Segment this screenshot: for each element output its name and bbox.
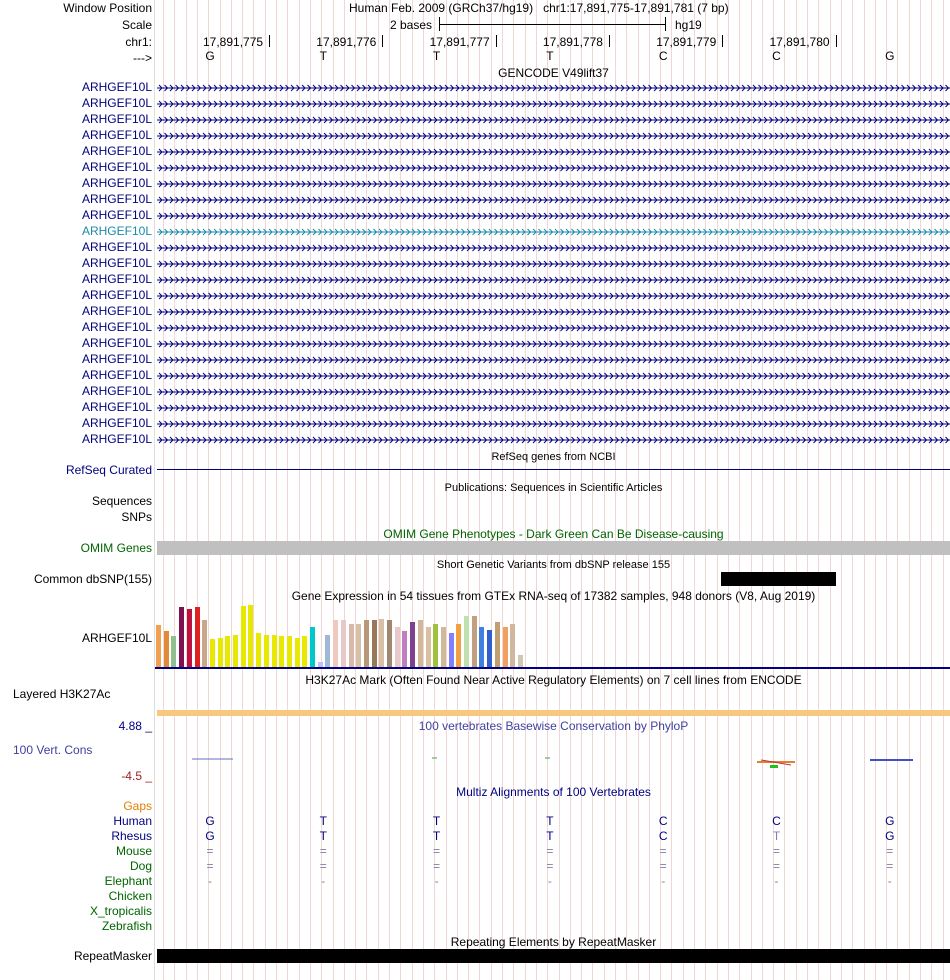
publications-sequences-label[interactable]: Sequences (91, 494, 152, 508)
gtex-tissue-bar[interactable] (310, 627, 315, 667)
gencode-gene-label[interactable]: ARHGEF10L (81, 384, 152, 398)
gtex-tissue-bar[interactable] (495, 622, 500, 667)
multiz-species-label[interactable]: Gaps (123, 799, 152, 813)
gtex-tissue-bar[interactable] (325, 635, 330, 667)
gencode-gene-label[interactable]: ARHGEF10L (81, 208, 152, 222)
gencode-gene-label[interactable]: ARHGEF10L (81, 304, 152, 318)
gencode-transcript[interactable] (157, 192, 950, 208)
repeatmasker-bar[interactable] (157, 949, 950, 963)
gtex-tissue-bar[interactable] (256, 633, 261, 667)
gtex-tissue-bar[interactable] (187, 609, 192, 667)
gtex-bar-chart[interactable] (156, 604, 536, 667)
gtex-tissue-bar[interactable] (349, 624, 354, 667)
multiz-base: = (206, 844, 214, 858)
multiz-species-label[interactable]: Chicken (108, 889, 152, 903)
base-letter: C (772, 49, 781, 63)
label-divider (154, 0, 155, 980)
gtex-tissue-bar[interactable] (179, 607, 184, 667)
publications-title: Publications: Sequences in Scientific Articles (444, 482, 663, 494)
multiz-species-label[interactable]: X_tropicalis (89, 904, 152, 918)
gencode-transcript[interactable] (157, 176, 950, 192)
multiz-base: - (321, 874, 326, 888)
gencode-gene-label[interactable]: ARHGEF10L (81, 352, 152, 366)
multiz-species-label[interactable]: Human (113, 814, 152, 828)
multiz-base: = (319, 859, 327, 873)
gtex-tissue-bar[interactable] (295, 638, 300, 667)
refseq-line[interactable] (157, 469, 950, 470)
multiz-base: C (772, 814, 781, 828)
gencode-transcript[interactable] (157, 400, 950, 416)
gtex-tissue-bar[interactable] (456, 624, 461, 667)
gencode-transcript[interactable] (157, 432, 950, 448)
gtex-tissue-bar[interactable] (449, 633, 454, 667)
phylop-track[interactable] (157, 752, 950, 772)
gencode-transcript[interactable] (157, 352, 950, 368)
gtex-tissue-bar[interactable] (510, 624, 515, 667)
gtex-tissue-bar[interactable] (333, 620, 338, 667)
gencode-gene-label[interactable]: ARHGEF10L (81, 432, 152, 446)
gtex-tissue-bar[interactable] (356, 624, 361, 667)
repeatmasker-title: Repeating Elements by RepeatMasker (450, 935, 657, 949)
gtex-label[interactable]: ARHGEF10L (81, 631, 152, 645)
gencode-gene-label[interactable]: ARHGEF10L (81, 416, 152, 430)
phylop-max-label: 4.88 _ (118, 719, 152, 733)
multiz-base: = (886, 859, 894, 873)
gtex-tissue-bar[interactable] (287, 636, 292, 667)
gencode-transcript[interactable] (157, 128, 950, 144)
gtex-tissue-bar[interactable] (272, 635, 277, 667)
gtex-tissue-bar[interactable] (418, 620, 423, 667)
gtex-tissue-bar[interactable] (225, 636, 230, 667)
gtex-tissue-bar[interactable] (164, 631, 169, 667)
gtex-tissue-bar[interactable] (372, 620, 377, 667)
gencode-gene-label[interactable]: ARHGEF10L (81, 160, 152, 174)
gencode-transcript[interactable] (157, 144, 950, 160)
chrom-label: chr1: (125, 35, 152, 49)
gtex-tissue-bar[interactable] (426, 627, 431, 667)
coordinate-label: 17,891,780 (769, 35, 830, 49)
gencode-gene-label[interactable]: ARHGEF10L (81, 336, 152, 350)
h3k27ac-band[interactable] (157, 710, 950, 716)
gencode-transcript[interactable] (157, 304, 950, 320)
multiz-base: G (885, 814, 895, 828)
gencode-transcript[interactable] (157, 224, 950, 240)
multiz-base: = (772, 859, 780, 873)
dbsnp-variant-block[interactable] (721, 572, 836, 586)
gencode-transcript[interactable] (157, 368, 950, 384)
coordinate-label: 17,891,777 (429, 35, 490, 49)
multiz-base: = (319, 844, 327, 858)
omim-bar[interactable] (157, 541, 950, 555)
multiz-species-label[interactable]: Dog (129, 859, 152, 873)
gencode-transcript[interactable] (157, 256, 950, 272)
multiz-base: T (546, 814, 554, 828)
gencode-transcript[interactable] (157, 288, 950, 304)
omim-label[interactable]: OMIM Genes (80, 541, 152, 555)
gencode-gene-label[interactable]: ARHGEF10L (81, 224, 152, 238)
gtex-tissue-bar[interactable] (379, 619, 384, 667)
multiz-base: = (659, 844, 667, 858)
gencode-gene-label[interactable]: ARHGEF10L (81, 176, 152, 190)
gencode-transcript[interactable] (157, 208, 950, 224)
phylop-label[interactable]: 100 Vert. Cons (13, 743, 93, 757)
assembly-title[interactable] (349, 1, 729, 15)
refseq-title: RefSeq genes from NCBI (491, 451, 616, 463)
gtex-tissue-bar[interactable] (241, 606, 246, 667)
gtex-tissue-bar[interactable] (479, 627, 484, 667)
multiz-species-label[interactable]: Mouse (115, 844, 152, 858)
scale-label: Scale (121, 18, 152, 32)
gtex-tissue-bar[interactable] (441, 627, 446, 667)
dbsnp-label[interactable]: Common dbSNP(155) (33, 572, 152, 586)
multiz-species-label[interactable]: Elephant (104, 874, 152, 888)
multiz-base: - (208, 874, 212, 888)
gtex-tissue-bar[interactable] (433, 624, 438, 667)
gencode-transcript[interactable] (157, 416, 950, 432)
gtex-tissue-bar[interactable] (233, 635, 238, 667)
multiz-base: = (433, 844, 441, 858)
gtex-tissue-bar[interactable] (202, 620, 207, 667)
gtex-tissue-bar[interactable] (210, 639, 215, 667)
gencode-gene-label[interactable]: ARHGEF10L (81, 240, 152, 254)
gencode-transcript[interactable] (157, 272, 950, 288)
coordinate-label: 17,891,775 (203, 35, 264, 49)
gencode-transcript[interactable] (157, 160, 950, 176)
base-letter: T (432, 49, 441, 63)
multiz-base: G (205, 829, 215, 843)
multiz-base: T (432, 829, 441, 843)
multiz-base: G (205, 814, 215, 828)
multiz-species-label[interactable]: Zebrafish (101, 919, 152, 933)
multiz-base: - (434, 874, 439, 888)
gtex-tissue-bar[interactable] (487, 630, 492, 667)
coordinate-tick (722, 35, 723, 47)
gencode-gene-label[interactable]: ARHGEF10L (81, 192, 152, 206)
gtex-tissue-bar[interactable] (410, 622, 415, 667)
multiz-base: - (661, 874, 666, 888)
coordinate-label: 17,891,778 (542, 35, 603, 49)
gtex-baseline (155, 667, 950, 669)
coordinate-tick (836, 35, 837, 47)
multiz-base: - (774, 874, 779, 888)
gtex-tissue-bar[interactable] (302, 636, 307, 667)
gtex-tissue-bar[interactable] (387, 620, 392, 667)
gencode-transcript[interactable] (157, 80, 950, 96)
phylop-mark-green (770, 765, 778, 768)
gencode-transcript[interactable] (157, 96, 950, 112)
gencode-transcript[interactable] (157, 384, 950, 400)
gtex-tissue-bar[interactable] (156, 625, 161, 667)
phylop-title: 100 vertebrates Basewise Conservation by PhyloP (418, 719, 689, 733)
multiz-base: = (206, 859, 214, 873)
multiz-base: - (547, 874, 552, 888)
publications-snps-label[interactable]: SNPs (121, 510, 152, 524)
multiz-species-label[interactable]: Rhesus (111, 829, 152, 843)
gtex-tissue-bar[interactable] (364, 620, 369, 667)
multiz-title: Multiz Alignments of 100 Vertebrates (456, 785, 651, 799)
multiz-base: G (885, 829, 895, 843)
gtex-tissue-bar[interactable] (503, 627, 508, 667)
h3k27ac-label[interactable]: Layered H3K27Ac (13, 687, 111, 701)
coordinate-tick (382, 35, 383, 47)
coordinate-tick (496, 35, 497, 47)
gencode-transcript[interactable] (157, 320, 950, 336)
strand-label: ---> (133, 51, 152, 65)
gencode-gene-label[interactable]: ARHGEF10L (81, 80, 152, 94)
gencode-transcript[interactable] (157, 336, 950, 352)
multiz-base: C (658, 814, 668, 828)
omim-title: OMIM Gene Phenotypes - Dark Green Can Be Disease-causing (383, 527, 724, 541)
gtex-tissue-bar[interactable] (518, 655, 523, 667)
h3k27ac-title: H3K27Ac Mark (Often Found Near Active Regulatory Elements) on 7 cell lines from ENCODE (305, 673, 802, 687)
gencode-gene-label[interactable]: ARHGEF10L (81, 272, 152, 286)
base-letter: G (885, 49, 895, 63)
gtex-tissue-bar[interactable] (279, 636, 284, 667)
base-letter: G (205, 49, 215, 63)
position-readout: chr1:17,891,775-17,891,781 (7 bp) (543, 1, 729, 15)
gtex-tissue-bar[interactable] (248, 605, 253, 667)
refseq-label[interactable]: RefSeq Curated (65, 463, 152, 477)
multiz-base: = (886, 844, 894, 858)
scale-text: 2 bases (390, 18, 433, 32)
gencode-gene-label[interactable]: ARHGEF10L (81, 96, 152, 110)
gtex-tissue-bar[interactable] (402, 631, 407, 667)
gencode-transcript[interactable] (157, 112, 950, 128)
coordinate-tick (609, 35, 610, 47)
multiz-base: T (546, 829, 554, 843)
gtex-tissue-bar[interactable] (195, 607, 200, 667)
assembly-name: Human Feb. 2009 (GRCh37/hg19) (349, 1, 534, 15)
dbsnp-title: Short Genetic Variants from dbSNP release 155 (436, 559, 671, 571)
gtex-tissue-bar[interactable] (472, 616, 477, 667)
coordinate-tick (269, 35, 270, 47)
gtex-tissue-bar[interactable] (395, 627, 400, 667)
scale-bar (439, 17, 666, 31)
multiz-base: - (887, 874, 892, 888)
multiz-base: = (546, 859, 554, 873)
gencode-gene-label[interactable]: ARHGEF10L (81, 128, 152, 142)
base-letter: T (546, 49, 554, 63)
gencode-title: GENCODE V49lift37 (498, 66, 609, 80)
coordinate-label: 17,891,779 (656, 35, 717, 49)
window-position-label: Window Position (63, 1, 152, 15)
gtex-tissue-bar[interactable] (218, 638, 223, 667)
multiz-base: C (658, 829, 668, 843)
base-letter: C (658, 49, 668, 63)
multiz-base: = (433, 859, 441, 873)
base-letter: T (319, 49, 327, 63)
multiz-base: T (319, 829, 327, 843)
multiz-base: = (772, 844, 780, 858)
gencode-gene-label[interactable]: ARHGEF10L (81, 144, 152, 158)
gencode-gene-label[interactable]: ARHGEF10L (81, 256, 152, 270)
gencode-gene-label[interactable]: ARHGEF10L (81, 400, 152, 414)
multiz-base: T (432, 814, 441, 828)
repeatmasker-label[interactable]: RepeatMasker (73, 949, 152, 963)
gtex-title: Gene Expression in 54 tissues from GTEx RNA-seq of 17382 samples, 948 donors (V8, Aug 2019) (291, 589, 816, 603)
multiz-base: T (772, 829, 781, 843)
gtex-tissue-bar[interactable] (464, 616, 469, 667)
scale-db: hg19 (675, 18, 702, 32)
gencode-gene-label[interactable]: ARHGEF10L (81, 368, 152, 382)
gencode-gene-label[interactable]: ARHGEF10L (81, 320, 152, 334)
coordinate-label: 17,891,776 (316, 35, 377, 49)
gencode-gene-label[interactable]: ARHGEF10L (81, 288, 152, 302)
multiz-base: T (319, 814, 327, 828)
gencode-gene-label[interactable]: ARHGEF10L (81, 112, 152, 126)
multiz-base: = (546, 844, 554, 858)
gencode-transcript[interactable] (157, 240, 950, 256)
gtex-tissue-bar[interactable] (171, 636, 176, 667)
phylop-min-label: -4.5 _ (121, 769, 152, 783)
multiz-base: = (659, 859, 667, 873)
gtex-tissue-bar[interactable] (264, 635, 269, 667)
gtex-tissue-bar[interactable] (341, 620, 346, 667)
